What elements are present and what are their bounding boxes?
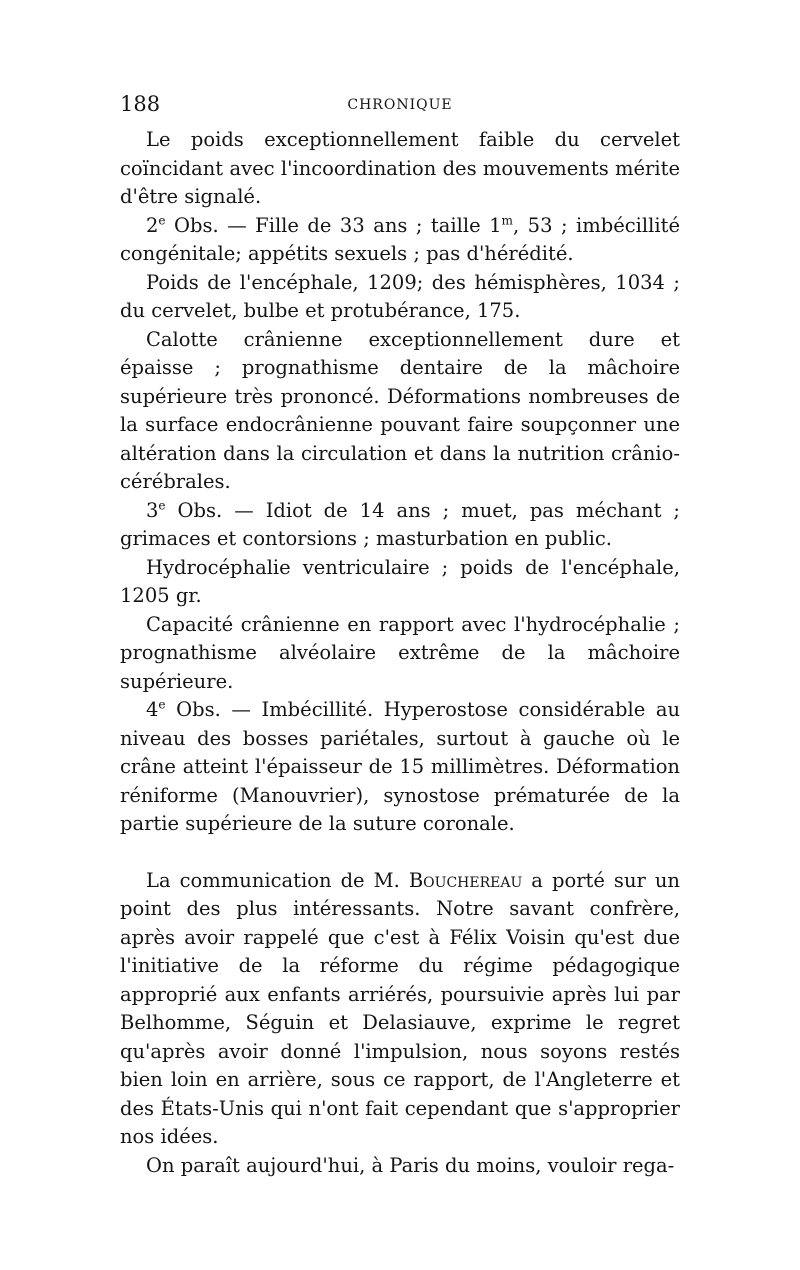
paragraph-obs-3 (120, 497, 680, 554)
section-gap (120, 839, 680, 867)
paragraph-cerebellum-note: Le poids exceptionnellement faible du cervelet coïncidant avec l'incoordination des mouvements mérite d'être signalé. (120, 128, 680, 208)
obs-text: Obs. — Fille de 33 ans ; taille 1 (165, 213, 502, 237)
author-name: Bouchereau (408, 868, 523, 892)
ordinal-suffix: e (158, 697, 166, 712)
communication-text: La communication de M. (146, 868, 409, 892)
obs-number: 2 (146, 213, 159, 237)
paragraph-final-line: On paraît aujourd'hui, à Paris du moins, vouloir rega- (146, 1153, 675, 1177)
obs-text: Obs. — Imbécillité. Hyperostose considérable au niveau des bosses pariétales, surtout à gauche où le crâne atteint l'épaisseur de 15 millimètres. Déformation réniforme (Manouvrier), synostose prématurée de la partie supérieure de la suture coronale. (120, 698, 680, 835)
paragraph-cranial-capacity: Capacité crânienne en rapport avec l'hydrocéphalie ; prognathisme alvéolaire extrême de la mâchoire supérieure. (120, 612, 680, 693)
paragraph-obs-2 (120, 212, 680, 269)
paragraph-skull-description: Calotte crânienne exceptionnellement dure et épaisse ; prognathisme dentaire de la mâchoire supérieure très prononcé. Déformations nombreuses de la surface endocrânienne pouvant faire soupçonner une altération dans la circulation et dans la nutrition crânio-cérébrales. (120, 327, 680, 493)
running-head: CHRONIQUE (347, 97, 453, 113)
paragraph-communication (120, 867, 680, 1152)
unit-suffix: m (501, 213, 513, 227)
paragraph-obs-4 (120, 696, 680, 839)
communication-text-continued: a porté sur un point des plus intéressants. Notre savant confrère, après avoir rappelé que c'est à Félix Voisin qu'est due l'initiative de la réforme du régime pédagogique approprié aux enfants arriérés, poursuivie après lui par Belhomme, Séguin et Delasiauve, exprime le regret qu'après avoir donné l'impulsion, nous soyons restés bien loin en arrière, sous ce rapport, de l'Angleterre et des États-Unis qui n'ont fait cependant que s'approprier nos idées. (120, 868, 680, 1148)
obs-text: Obs. — Idiot de 14 ans ; muet, pas méchant ; grimaces et contorsions ; masturbation en public. (120, 498, 680, 550)
page-body (120, 126, 680, 1180)
paragraph-hydrocephaly: Hydrocéphalie ventriculaire ; poids de l'encéphale, 1205 gr. (120, 555, 680, 607)
obs-text-continued: , 53 ; imbécillité congénitale; appétits sexuels ; pas d'hérédité. (120, 213, 680, 265)
paragraph-brain-weights: Poids de l'encéphale, 1209; des hémisphères, 1034 ; du cervelet, bulbe et protubérance, 175. (120, 270, 680, 322)
page-header (120, 92, 680, 122)
page-number: 188 (120, 92, 161, 116)
ordinal-suffix: e (158, 498, 166, 512)
obs-number: 3 (146, 498, 159, 522)
obs-number: 4 (146, 698, 159, 721)
ordinal-suffix: e (158, 213, 166, 227)
